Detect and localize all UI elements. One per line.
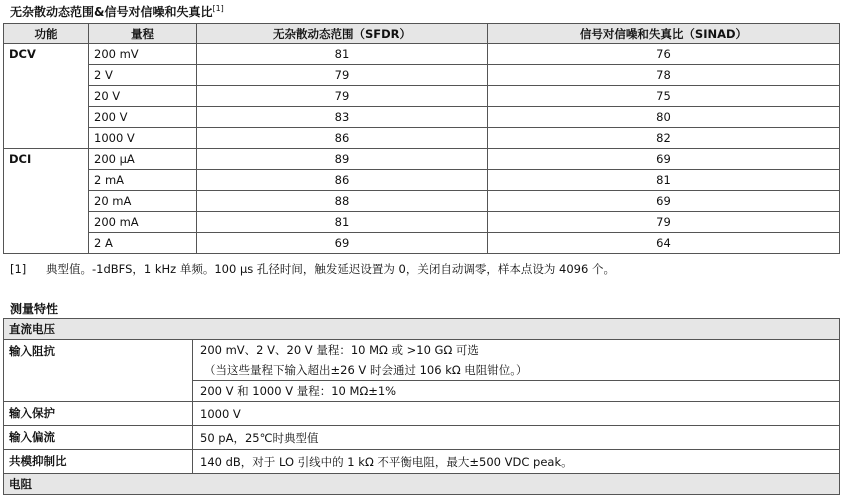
header-range: 量程: [89, 24, 197, 44]
spec-title: 无杂散动态范围&信号对信噪和失真比[1]: [10, 4, 224, 19]
section-row-resistance: [4, 474, 840, 495]
sfdr-sinad-table: [3, 23, 840, 254]
table-row: [4, 340, 840, 402]
sfdr-cell: 86: [197, 170, 488, 191]
label-input-bias: 输入偏流: [4, 426, 193, 450]
label-input-protection: 输入保护: [4, 402, 193, 426]
sinad-cell: 80: [488, 107, 840, 128]
sfdr-cell: 79: [197, 65, 488, 86]
sinad-cell: 75: [488, 86, 840, 107]
header-function: 功能: [4, 24, 89, 44]
table-row: [4, 107, 840, 128]
value-input-bias: 50 pA，25℃时典型值: [193, 426, 840, 450]
header-sfdr: 无杂散动态范围（SFDR）: [197, 24, 488, 44]
footnote-tag: [1]: [10, 262, 27, 276]
table-row: [4, 170, 840, 191]
sfdr-cell: 89: [197, 149, 488, 170]
footnote-ref: [1]: [212, 4, 224, 13]
range-cell: 20 mA: [89, 191, 197, 212]
sfdr-cell: 86: [197, 128, 488, 149]
sinad-cell: 78: [488, 65, 840, 86]
footnote-text: 典型值。-1dBFS，1 kHz 单频。100 μs 孔径时间，触发延迟设置为 0，关闭自动调零，样本点设为 4096 个。: [46, 262, 615, 276]
sfdr-cell: 81: [197, 212, 488, 233]
impedance-line-2: （当这些量程下输入超出±26 V 时会通过 106 kΩ 电阻钳位。）: [204, 363, 528, 377]
sfdr-cell: 79: [197, 86, 488, 107]
table-row: [4, 426, 840, 450]
section-heading: 电阻: [4, 474, 840, 495]
impedance-line-3: 200 V 和 1000 V 量程：10 MΩ±1%: [193, 380, 839, 401]
range-cell: 2 V: [89, 65, 197, 86]
impedance-line-1: 200 mV、2 V、20 V 量程：10 MΩ 或 >10 GΩ 可选: [200, 343, 479, 357]
measurement-title: 测量特性: [10, 302, 59, 316]
range-cell: 200 mV: [89, 44, 197, 65]
table-row: [4, 44, 840, 65]
sfdr-cell: 81: [197, 44, 488, 65]
range-cell: 2 mA: [89, 170, 197, 191]
sinad-cell: 69: [488, 149, 840, 170]
table-row: [4, 86, 840, 107]
table-row: [4, 402, 840, 426]
value-input-impedance: [193, 340, 840, 402]
range-cell: 200 mA: [89, 212, 197, 233]
sfdr-cell: 88: [197, 191, 488, 212]
sinad-cell: 82: [488, 128, 840, 149]
sfdr-cell: 83: [197, 107, 488, 128]
range-cell: 200 V: [89, 107, 197, 128]
sinad-cell: 69: [488, 191, 840, 212]
footnote: [10, 261, 615, 277]
sinad-cell: 79: [488, 212, 840, 233]
sinad-cell: 64: [488, 233, 840, 254]
section-heading: 直流电压: [4, 319, 840, 340]
sinad-cell: 81: [488, 170, 840, 191]
table-row: [4, 191, 840, 212]
function-dci: DCI: [4, 149, 89, 254]
table-row: [4, 128, 840, 149]
table-header-row: [4, 24, 840, 44]
range-cell: 2 A: [89, 233, 197, 254]
table-row: [4, 212, 840, 233]
measurement-table: [3, 318, 840, 495]
range-cell: 1000 V: [89, 128, 197, 149]
header-sinad: 信号对信噪和失真比（SINAD）: [488, 24, 840, 44]
sinad-cell: 76: [488, 44, 840, 65]
function-dcv: DCV: [4, 44, 89, 149]
sfdr-cell: 69: [197, 233, 488, 254]
table-row: [4, 233, 840, 254]
table-row: [4, 450, 840, 474]
value-cmrr: 140 dB，对于 LO 引线中的 1 kΩ 不平衡电阻，最大±500 VDC peak。: [193, 450, 840, 474]
table-row: [4, 149, 840, 170]
table-row: [4, 65, 840, 86]
value-input-protection: 1000 V: [193, 402, 840, 426]
label-cmrr: 共模抑制比: [4, 450, 193, 474]
range-cell: 200 μA: [89, 149, 197, 170]
range-cell: 20 V: [89, 86, 197, 107]
section-row-dc-voltage: [4, 319, 840, 340]
label-input-impedance: 输入阻抗: [4, 340, 193, 402]
